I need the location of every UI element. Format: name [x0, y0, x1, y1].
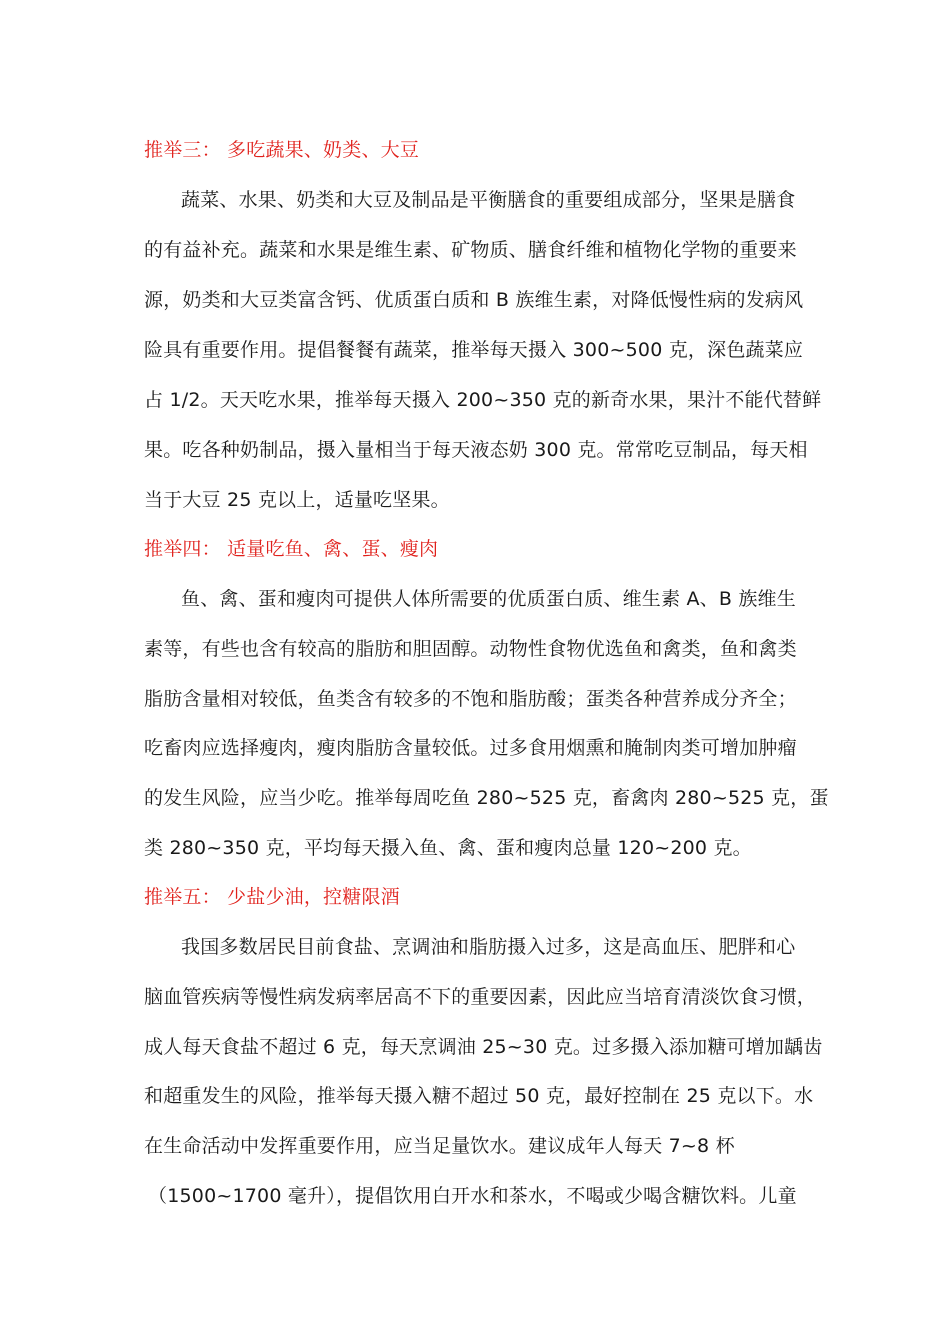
paragraph-line: 险具有重要作用。提倡餐餐有蔬菜，推举每天摄入 300~500 克，深色蔬菜应: [144, 339, 804, 361]
section-heading: 推举三： 多吃蔬果、奶类、大豆: [144, 139, 420, 161]
paragraph-line: 和超重发生的风险，推举每天摄入糖不超过 50 克，最好控制在 25 克以下。水: [144, 1085, 814, 1107]
paragraph-line: 素等，有些也含有较高的脂肪和胆固醇。动物性食物优选鱼和禽类，鱼和禽类: [144, 638, 797, 660]
paragraph-line: 源，奶类和大豆类富含钙、优质蛋白质和 B 族维生素，对降低慢性病的发病风: [144, 289, 804, 311]
paragraph-line: 当于大豆 25 克以上，适量吃坚果。: [144, 489, 450, 511]
paragraph-line: （1500~1700 毫升），提倡饮用白开水和茶水，不喝或少喝含糖饮料。儿童: [148, 1185, 797, 1207]
paragraph-line: 的有益补充。蔬菜和水果是维生素、矿物质、膳食纤维和植物化学物的重要来: [144, 239, 797, 261]
paragraph-line: 脑血管疾病等慢性病发病率居高不下的重要因素，因此应当培育清淡饮食习惯，: [144, 986, 817, 1008]
paragraph-line: 吃畜肉应选择瘦肉，瘦肉脂肪含量较低。过多食用烟熏和腌制肉类可增加肿瘤: [144, 737, 797, 759]
paragraph-line: 的发生风险，应当少吃。推举每周吃鱼 280~525 克，畜禽肉 280~525 克，蛋: [144, 787, 829, 809]
paragraph-line: 我国多数居民目前食盐、烹调油和脂肪摄入过多，这是高血压、肥胖和心: [181, 936, 796, 958]
paragraph-line: 果。吃各种奶制品，摄入量相当于每天液态奶 300 克。常常吃豆制品，每天相: [144, 439, 808, 461]
paragraph-line: 在生命活动中发挥重要作用，应当足量饮水。建议成年人每天 7~8 杯: [144, 1135, 735, 1157]
section-heading: 推举五： 少盐少油，控糖限酒: [144, 886, 400, 908]
paragraph-line: 类 280~350 克，平均每天摄入鱼、禽、蛋和瘦肉总量 120~200 克。: [144, 837, 752, 859]
section-heading: 推举四： 适量吃鱼、禽、蛋、瘦肉: [144, 538, 439, 560]
paragraph-line: 脂肪含量相对较低，鱼类含有较多的不饱和脂肪酸；蛋类各种营养成分齐全；: [144, 688, 797, 710]
paragraph-line: 占 1/2。天天吃水果，推举每天摄入 200~350 克的新奇水果，果汁不能代替鲜: [144, 389, 822, 411]
paragraph-line: 蔬菜、水果、奶类和大豆及制品是平衡膳食的重要组成部分，坚果是膳食: [181, 189, 796, 211]
paragraph-line: 成人每天食盐不超过 6 克，每天烹调油 25~30 克。过多摄入添加糖可增加龋齿: [144, 1036, 823, 1058]
paragraph-line: 鱼、禽、蛋和瘦肉可提供人体所需要的优质蛋白质、维生素 A、B 族维生: [181, 588, 796, 610]
